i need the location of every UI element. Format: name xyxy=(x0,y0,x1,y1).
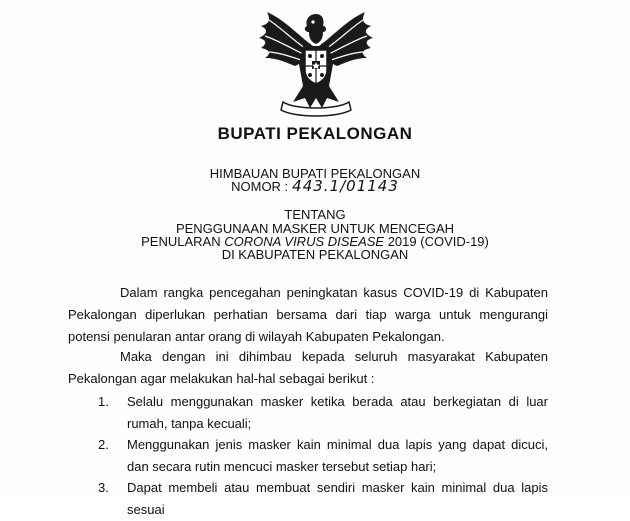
document-number xyxy=(0,178,630,195)
paragraph-instruction: Maka dengan ini dihimbau kepada seluruh masyarakat Kabupaten Pekalongan agar melakukan hal-hal sebagai berikut : xyxy=(68,349,548,386)
nomor-label: NOMOR : xyxy=(231,179,289,194)
list-item-number: 1. xyxy=(98,394,109,409)
nomor-value: 443.1/01143 xyxy=(292,177,399,195)
list-item-number: 3. xyxy=(98,480,109,495)
topic-line-2-prefix: PENULARAN xyxy=(141,234,225,249)
himbauan-heading: HIMBAUAN BUPATI PEKALONGAN xyxy=(209,166,421,181)
topic-line-2-italic: CORONA VIRUS DISEASE xyxy=(224,234,385,249)
tentang-heading: TENTANG xyxy=(284,207,346,222)
topic-line-2-suffix: 2019 (COVID-19) xyxy=(384,234,489,249)
list-item xyxy=(68,477,548,521)
list-item-number: 2. xyxy=(98,437,109,452)
garuda-emblem-icon xyxy=(255,6,377,118)
list-item-text: Dapat membeli atau membuat sendiri masker kain minimal dua lapis sesuai xyxy=(127,480,548,517)
topic-line-1: PENGGUNAAN MASKER UNTUK MENCEGAH xyxy=(175,221,455,236)
paragraph-intro: Dalam rangka pencegahan peningkatan kasus COVID-19 di Kabupaten Pekalongan diperlukan perhatian bersama dari tiap warga untuk mengurangi potensi penularan antar orang di wilayah Kabupaten Pekalongan. xyxy=(68,285,548,344)
list-item-text: Selalu menggunakan masker ketika berada atau berkegiatan di luar rumah, tanpa kecuali; xyxy=(127,394,548,431)
list-item xyxy=(68,434,548,478)
list-item-text: Menggunakan jenis masker kain minimal dua lapis yang dapat dicuci, dan secara rutin mencuci masker tersebut setiap hari; xyxy=(127,437,548,474)
list-item xyxy=(68,391,548,435)
topic-line-3: DI KABUPATEN PEKALONGAN xyxy=(221,247,409,262)
page-title: BUPATI PEKALONGAN xyxy=(217,124,413,143)
